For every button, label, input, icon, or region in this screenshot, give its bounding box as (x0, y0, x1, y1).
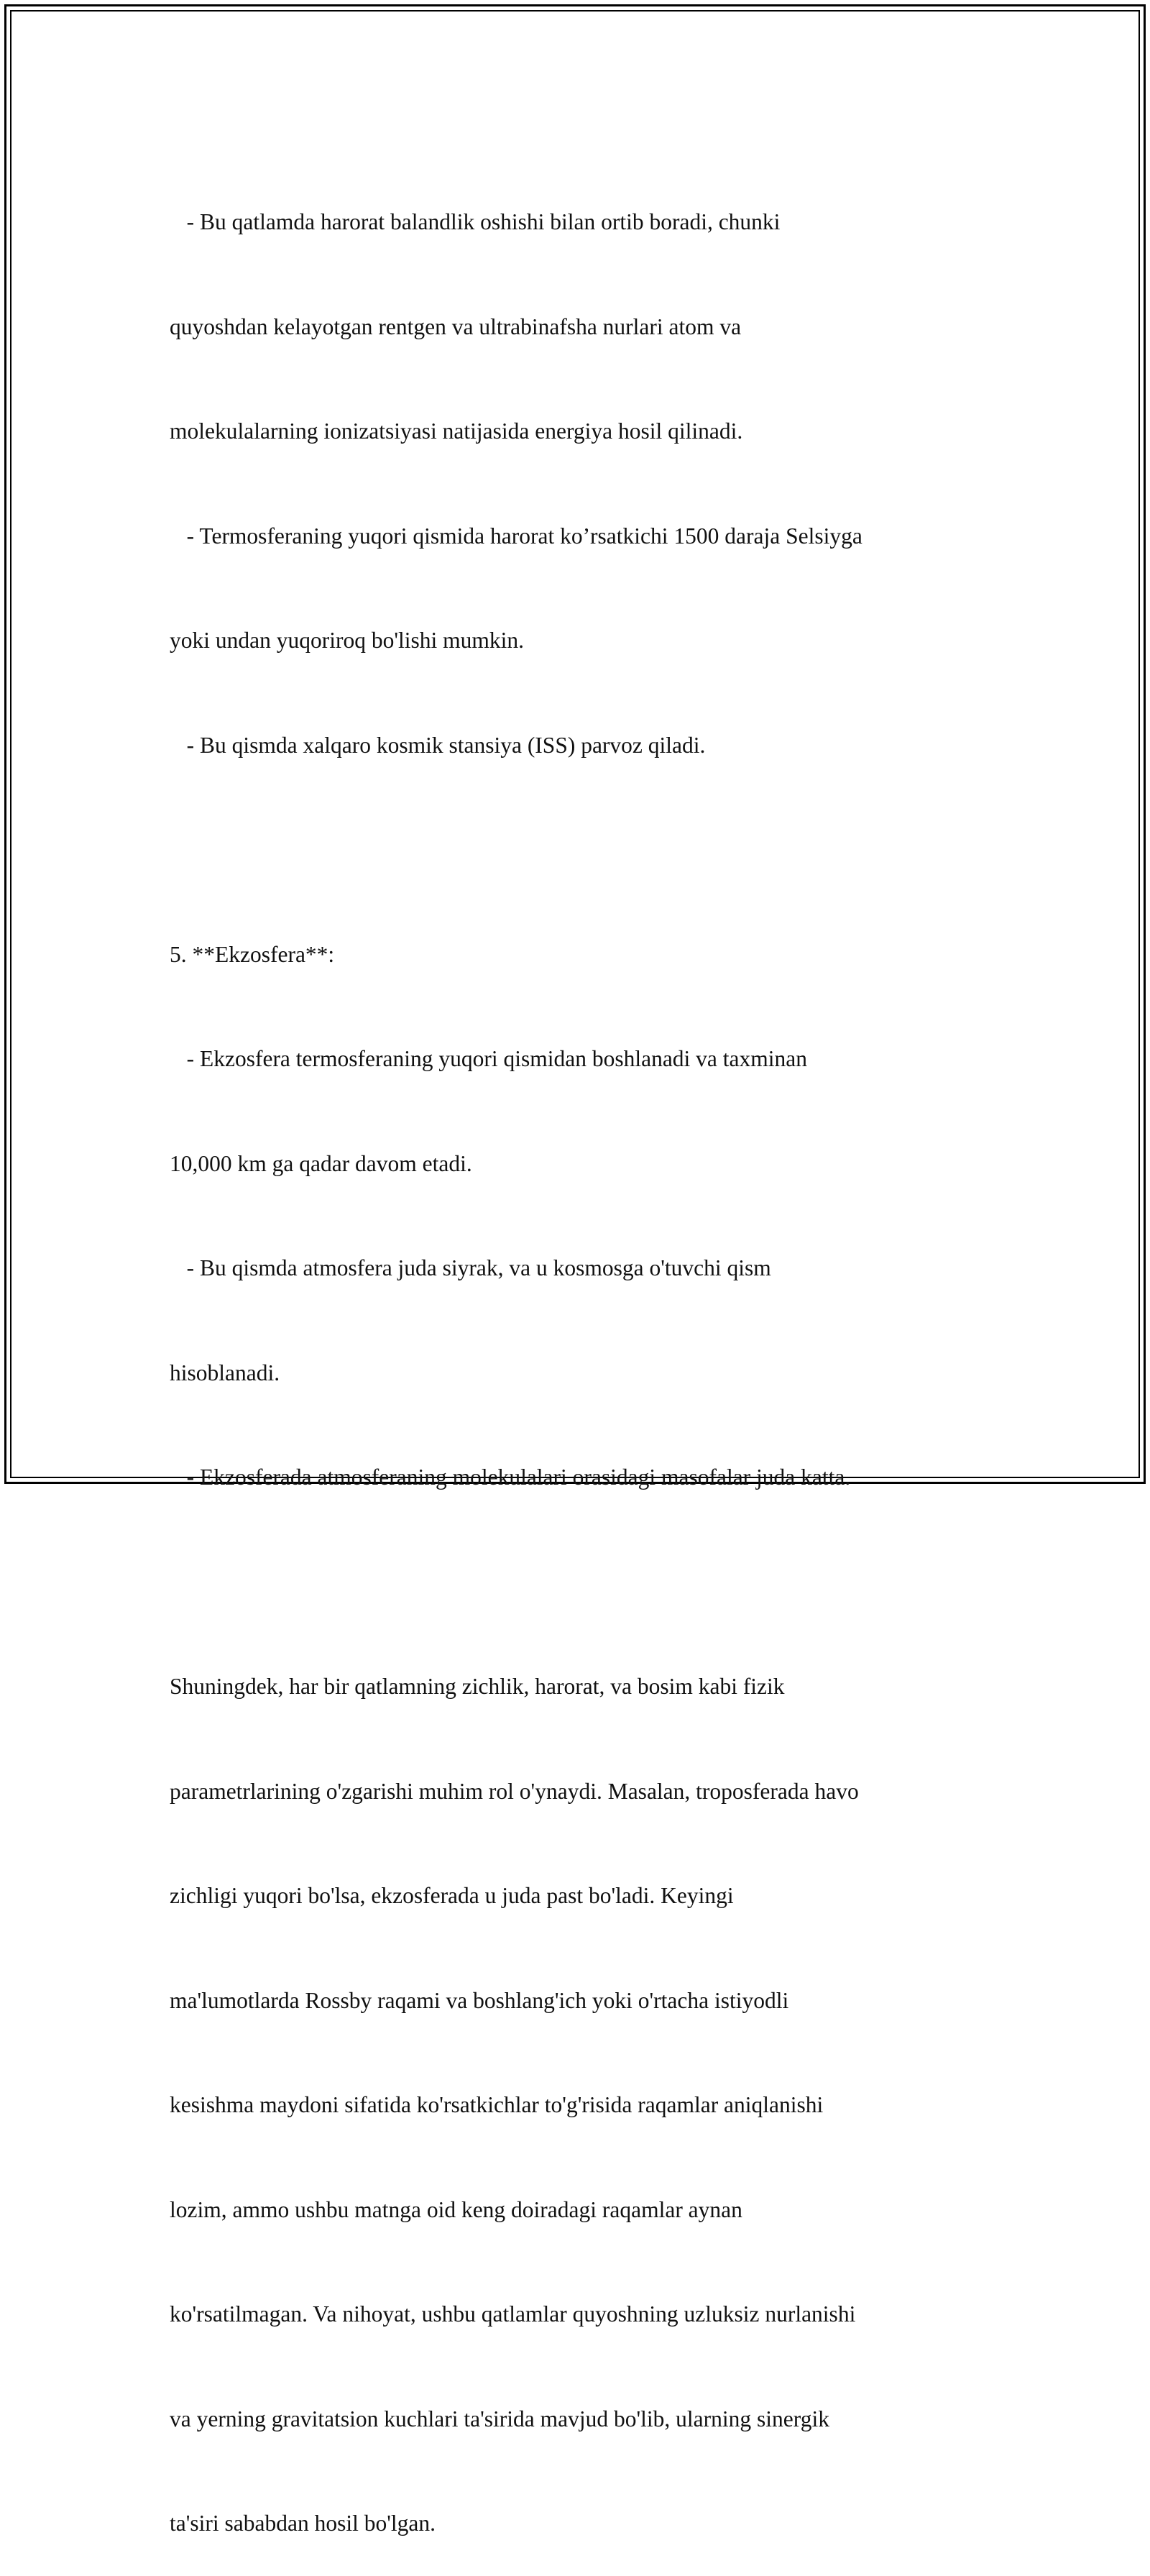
text-line: 10,000 km ga qadar davom etadi. (170, 1150, 472, 1176)
document-body (170, 135, 996, 2576)
text-line: - Bu qismda atmosfera juda siyrak, va u kosmosga o'tuvchi qism (170, 1255, 771, 1280)
blank-line (170, 833, 996, 868)
text-line: - Ekzosferada atmosferaning molekulalari orasidagi masofalar juda katta. (170, 1465, 851, 1490)
text-line: ko'rsatilmagan. Va nihoyat, ushbu qatlamlar quyoshning uzluksiz nurlanishi (170, 2301, 856, 2327)
text-line: - Bu qismda xalqaro kosmik stansiya (ISS) parvoz qiladi. (170, 732, 706, 758)
text-line: Shuningdek, har bir qatlamning zichlik, harorat, va bosim kabi fizik (170, 1674, 785, 1699)
text-line: - Bu qatlamda harorat balandlik oshishi bilan ortib boradi, chunki (170, 209, 781, 234)
text-line: yoki undan yuqoriroq bo'lishi mumkin. (170, 628, 525, 653)
text-line: quyoshdan kelayotgan rentgen va ultrabinafsha nurlari atom va (170, 313, 742, 339)
text-line: molekulalarning ionizatsiyasi natijasida energiya hosil qilinadi. (170, 418, 743, 444)
section-heading: 5. **Ekzosfera**: (170, 941, 335, 967)
text-line: lozim, ammo ushbu matnga oid keng doiradagi raqamlar aynan (170, 2196, 742, 2222)
text-line: ma'lumotlarda Rossby raqami va boshlang'ich yoki o'rtacha istiyodli (170, 1987, 789, 2013)
text-line: va yerning gravitatsion kuchlari ta'sirida mavjud bo'lib, ularning sinergik (170, 2406, 829, 2431)
text-line: ta'siri sababdan hosil bo'lgan. (170, 2511, 436, 2536)
text-line: parametrlarining o'zgarishi muhim rol o'ynaydi. Masalan, troposferada havo (170, 1778, 859, 1804)
text-line: hisoblanadi. (170, 1360, 280, 1385)
text-line: - Ekzosfera termosferaning yuqori qismidan boshlanadi va taxminan (170, 1046, 807, 1071)
text-line: zichligi yuqori bo'lsa, ekzosferada u juda past bo'ladi. Keyingi (170, 1883, 734, 1908)
text-line: kesishma maydoni sifatida ko'rsatkichlar to'g'risida raqamlar aniqlanishi (170, 2092, 824, 2117)
text-line: - Termosferaning yuqori qismida harorat ko’rsatkichi 1500 daraja Selsiyga (170, 523, 862, 549)
blank-line (170, 1565, 996, 1600)
